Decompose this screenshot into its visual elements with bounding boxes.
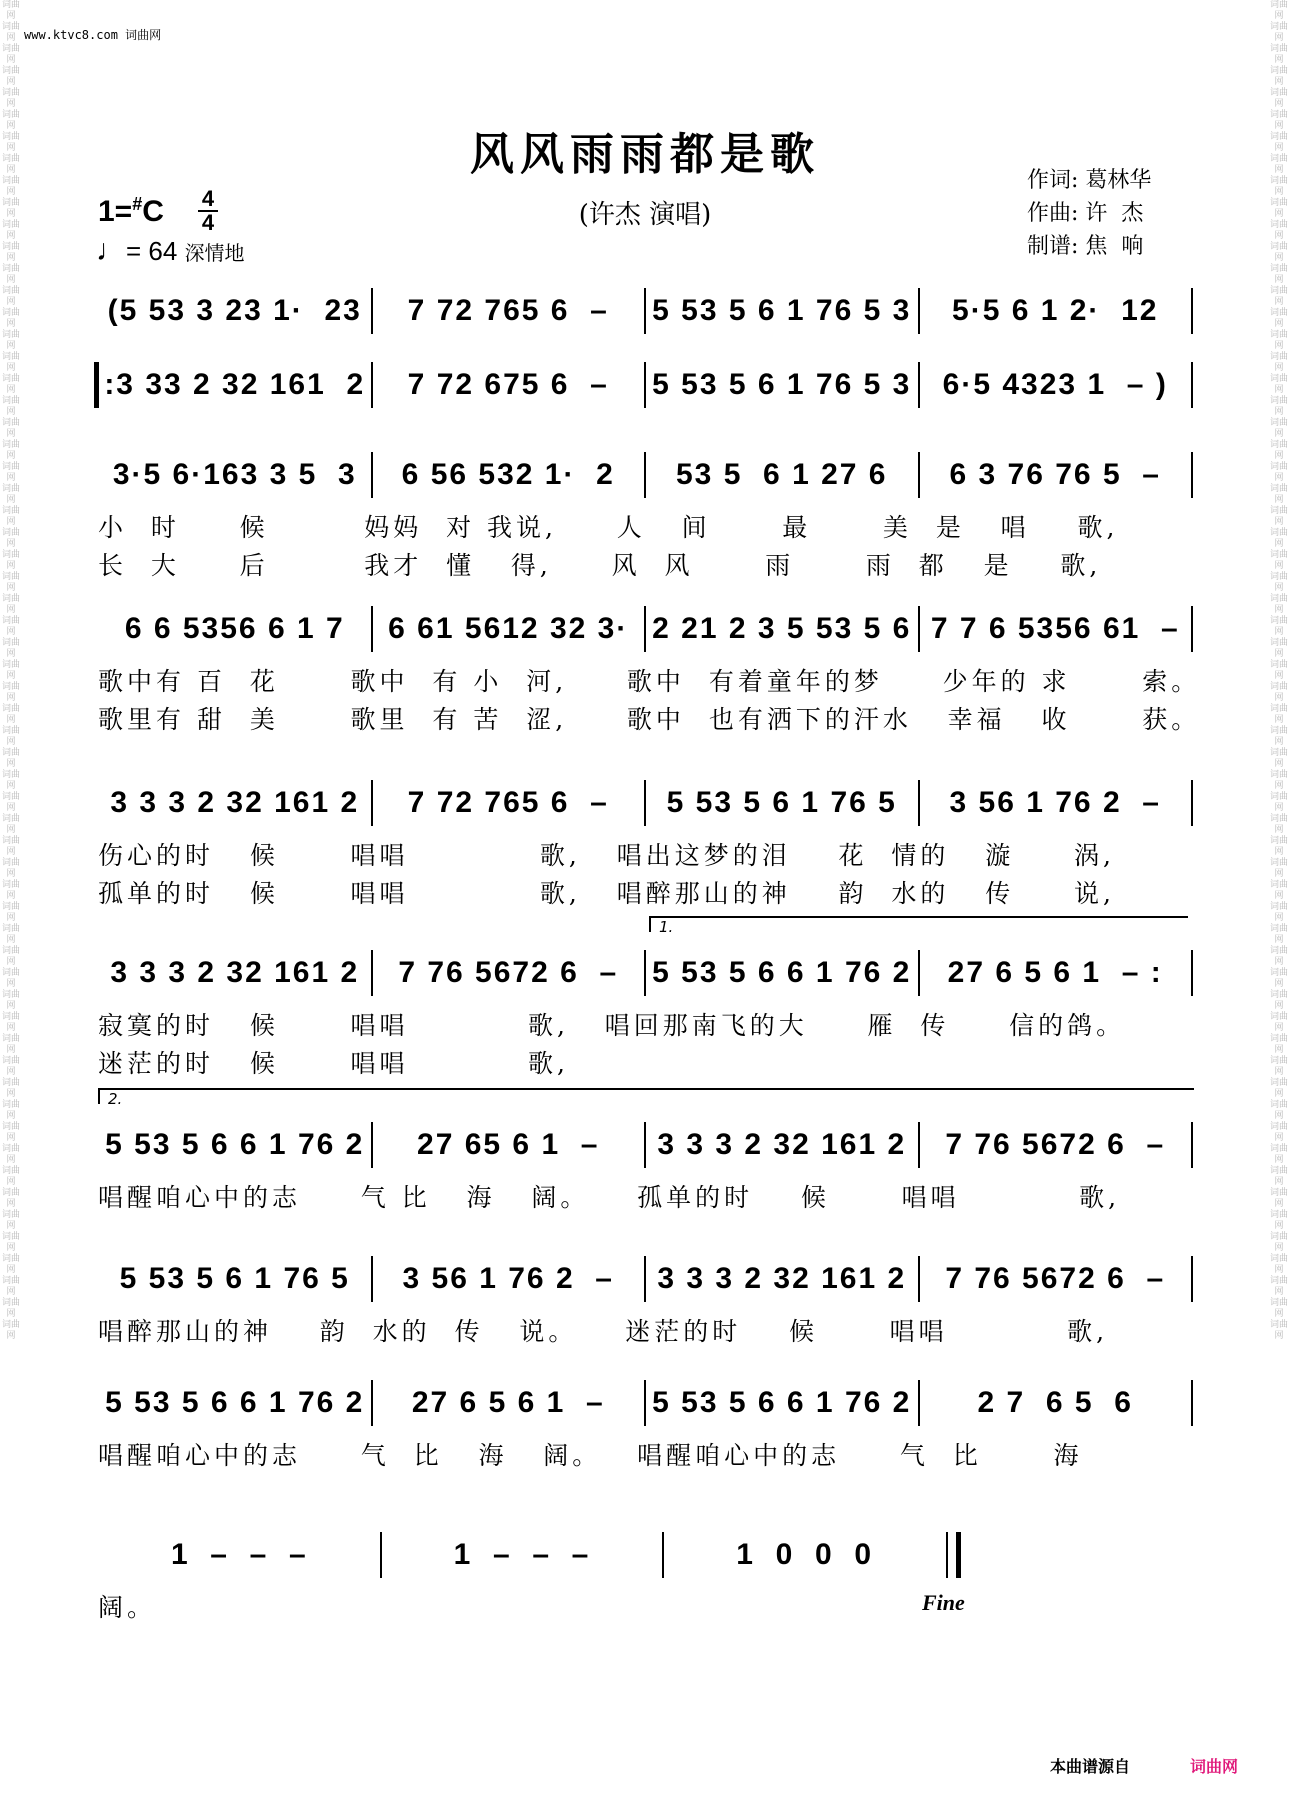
barline <box>918 1256 920 1302</box>
lyrics-line <box>98 662 1201 696</box>
measure: 5 53 5 6 1 76 5 3 <box>652 368 912 401</box>
measure: 27 6 5 6 1 – <box>411 1386 605 1419</box>
measure: 5 53 5 6 1 76 5 <box>666 786 897 819</box>
barline <box>644 1380 646 1426</box>
measure: 6 61 5612 32 3· <box>388 612 629 645</box>
measure: 7 7 6 5356 61 – <box>930 612 1180 645</box>
tempo-marking <box>96 234 245 268</box>
expression-mark: 深情地 <box>184 243 245 265</box>
time-top: 4 <box>201 186 215 211</box>
measure: 3 3 3 2 32 161 2 <box>110 956 360 989</box>
staff-row <box>98 918 1192 996</box>
song-title: 风风雨雨都是歌 <box>470 129 820 180</box>
barline <box>371 1256 373 1302</box>
measure: 7 76 5672 6 – <box>398 956 619 989</box>
lyrics-text: 寂寞的时 候 唱唱 歌, 唱回那南飞的大 雁 传 信的鸽。 <box>98 1011 1126 1040</box>
composer-credit: 作曲: 许 杰 <box>1027 201 1144 226</box>
barline <box>371 780 373 826</box>
lyrics-line <box>98 1044 1192 1078</box>
staff-row <box>98 606 1192 652</box>
volta-number: 1. <box>659 918 674 936</box>
barline <box>380 1532 382 1578</box>
lyrics-line <box>98 1006 1192 1040</box>
barline <box>644 950 646 996</box>
volta-bracket <box>98 1088 1194 1108</box>
lyrics-line <box>98 874 1192 908</box>
key-note: C <box>142 195 164 228</box>
measure: 3 3 3 2 32 161 2 <box>657 1128 907 1161</box>
barline <box>918 288 920 334</box>
measure: 3 56 1 76 2 – <box>402 1262 614 1295</box>
barline <box>371 362 373 408</box>
barline <box>644 288 646 334</box>
barline <box>918 950 920 996</box>
measure: 1 – – – <box>170 1538 308 1571</box>
key-signature <box>98 194 164 229</box>
barline <box>918 606 920 652</box>
barline <box>1191 1256 1193 1302</box>
arranger-credit: 制谱: 焦 响 <box>1027 234 1144 259</box>
site-url: www.ktvc8.com 词曲网 <box>24 28 162 42</box>
measure: 5 53 5 6 6 1 76 2 <box>652 956 912 989</box>
right-watermark-strip: 词曲网 词曲网 词曲网 词曲网 词曲网 词曲网 词曲网 词曲网 词曲网 词曲网 词曲网 词曲网 词曲网 词曲网 词曲网 词曲网 词曲网 词曲网 词曲网 词曲网 词曲网 词曲网 词曲网 词曲网 词曲网 词曲网 词曲网 词曲网 词曲网 词曲网 词曲网 词曲网 词曲网 词曲网 词曲网 词曲网 词曲网 词曲网 词曲网 词曲网 词曲网 词曲网 词曲网 词曲网 词曲网 词曲网 词曲网 词曲网 词曲网 词曲网 词曲网 词曲网 词曲网 词曲网 词曲网 词曲网 词曲网 词曲网 词曲网 词曲网 词曲网 <box>1270 0 1288 1341</box>
lyrics-text: 唱醒咱心中的志 气 比 海 阔。 孤单的时 候 唱唱 歌, <box>98 1183 1121 1212</box>
barline <box>918 362 920 408</box>
barline <box>644 452 646 498</box>
final-barline <box>946 1532 961 1578</box>
fine-mark: Fine <box>922 1590 965 1615</box>
lyrics-line <box>98 546 1192 580</box>
barline <box>1191 1122 1193 1168</box>
barline <box>371 950 373 996</box>
footer <box>1050 1754 1238 1777</box>
staff-row <box>98 362 1192 408</box>
measure: 5 53 5 6 6 1 76 2 <box>652 1386 912 1419</box>
measure: 27 6 5 6 1 – : <box>947 956 1163 989</box>
barline <box>918 1122 920 1168</box>
barline <box>1191 950 1193 996</box>
barline <box>371 1122 373 1168</box>
lyrics-text: 伤心的时 候 唱唱 歌, 唱出这梦的泪 花 情的 漩 涡, <box>98 841 1115 870</box>
measure: 1 – – – <box>453 1538 591 1571</box>
barline <box>1191 288 1193 334</box>
footer-brand: 词曲网 <box>1190 1757 1239 1776</box>
staff-row <box>98 1090 1192 1168</box>
lyrics-line <box>98 1312 1192 1346</box>
measure: 3 56 1 76 2 – <box>949 786 1161 819</box>
staff-row <box>98 1532 1192 1578</box>
measure: 6 3 76 76 5 – <box>949 458 1161 491</box>
barline <box>371 1380 373 1426</box>
measure: (5 53 3 23 1· 23 <box>107 294 362 327</box>
measure: 27 65 6 1 – <box>417 1128 600 1161</box>
sharp-sign: # <box>132 194 143 214</box>
key-prefix: 1= <box>98 195 133 228</box>
barline <box>644 1256 646 1302</box>
barline <box>918 1380 920 1426</box>
lyrics-text: 歌里有 甜 美 歌里 有 苦 涩, 歌中 也有洒下的汗水 幸福 收 获。 <box>98 705 1201 734</box>
measure: 3 3 3 2 32 161 2 <box>657 1262 907 1295</box>
barline <box>1191 606 1193 652</box>
repeat-start-barline <box>94 362 99 408</box>
lyrics-line <box>98 1178 1192 1212</box>
barline <box>918 780 920 826</box>
measure: 6 6 5356 6 1 7 <box>124 612 345 645</box>
tempo-value: = 64 <box>126 236 178 266</box>
barline <box>644 606 646 652</box>
barline <box>644 1122 646 1168</box>
barline <box>918 452 920 498</box>
lyricist-credit: 作词: 葛林华 <box>1027 168 1152 193</box>
measure: 2 21 2 3 5 53 5 6 <box>652 612 912 645</box>
time-bottom: 4 <box>201 210 215 235</box>
barline <box>644 362 646 408</box>
volta-number: 2. <box>108 1090 123 1108</box>
barline <box>644 780 646 826</box>
lyrics-text: 迷茫的时 候 唱唱 歌, <box>98 1049 569 1078</box>
barline <box>371 288 373 334</box>
barline <box>371 452 373 498</box>
volta-bracket <box>649 916 1188 936</box>
left-watermark-strip: 词曲网 词曲网 词曲网 词曲网 词曲网 词曲网 词曲网 词曲网 词曲网 词曲网 词曲网 词曲网 词曲网 词曲网 词曲网 词曲网 词曲网 词曲网 词曲网 词曲网 词曲网 词曲网 词曲网 词曲网 词曲网 词曲网 词曲网 词曲网 词曲网 词曲网 词曲网 词曲网 词曲网 词曲网 词曲网 词曲网 词曲网 词曲网 词曲网 词曲网 词曲网 词曲网 词曲网 词曲网 词曲网 词曲网 词曲网 词曲网 词曲网 词曲网 词曲网 词曲网 词曲网 词曲网 词曲网 词曲网 词曲网 词曲网 词曲网 词曲网 词曲网 <box>2 0 20 1341</box>
staff-row <box>98 1256 1192 1302</box>
measure: 7 72 765 6 – <box>407 294 609 327</box>
barline <box>371 606 373 652</box>
measure: 5 53 5 6 6 1 76 2 <box>105 1128 365 1161</box>
measure: 7 76 5672 6 – <box>945 1262 1166 1295</box>
measure: 6·5 4323 1 – ) <box>942 368 1168 401</box>
staff-row <box>98 780 1192 826</box>
barline <box>1191 780 1193 826</box>
footer-source: 本曲谱源自 <box>1050 1757 1131 1776</box>
measure: 2 7 6 5 6 <box>977 1386 1133 1419</box>
time-signature <box>198 188 218 234</box>
staff-row <box>98 1380 1192 1426</box>
lyrics-text: 孤单的时 候 唱唱 歌, 唱醉那山的神 韵 水的 传 说, <box>98 879 1115 908</box>
performer-subtitle: (许杰 演唱) <box>578 200 712 230</box>
measure: 7 76 5672 6 – <box>945 1128 1166 1161</box>
measure: 7 72 765 6 – <box>407 786 609 819</box>
lyrics-text: 阔。 <box>98 1593 157 1622</box>
measure: 3·5 6·163 3 5 3 <box>112 458 357 491</box>
barline <box>662 1532 664 1578</box>
staff-row <box>98 452 1192 498</box>
measure: 5 53 5 6 1 76 5 <box>119 1262 350 1295</box>
barline <box>1191 452 1193 498</box>
measure: 5 53 5 6 1 76 5 3 <box>652 294 912 327</box>
measure: 5·5 6 1 2· 12 <box>952 294 1159 327</box>
lyrics-line <box>98 508 1192 542</box>
barline <box>1191 1380 1193 1426</box>
measure: 6 56 532 1· 2 <box>401 458 615 491</box>
lyrics-line <box>98 836 1192 870</box>
credits <box>1027 164 1151 263</box>
measure: :3 33 2 32 161 2 <box>104 368 366 401</box>
lyrics-text: 唱醒咱心中的志 气 比 海 阔。 唱醒咱心中的志 气 比 海 <box>98 1441 1083 1470</box>
measure: 1 0 0 0 <box>736 1538 874 1571</box>
lyrics-text: 唱醉那山的神 韵 水的 传 说。 迷茫的时 候 唱唱 歌, <box>98 1317 1109 1346</box>
staff-row <box>98 288 1192 334</box>
lyrics-line <box>98 1588 1192 1622</box>
lyrics-text: 长 大 后 我才 懂 得, 风 风 雨 雨 都 是 歌, <box>98 551 1102 580</box>
barline <box>1191 362 1193 408</box>
measure: 3 3 3 2 32 161 2 <box>110 786 360 819</box>
lyrics-line <box>98 1436 1192 1470</box>
lyrics-text: 歌中有 百 花 歌中 有 小 河, 歌中 有着童年的梦 少年的 求 索。 <box>98 667 1201 696</box>
measure: 7 72 675 6 – <box>407 368 609 401</box>
lyrics-text: 小 时 候 妈妈 对 我说, 人 间 最 美 是 唱 歌, <box>98 513 1119 542</box>
quarter-note-icon: ♩ <box>96 234 126 267</box>
measure: 53 5 6 1 27 6 <box>676 458 888 491</box>
measure: 5 53 5 6 6 1 76 2 <box>105 1386 365 1419</box>
lyrics-line <box>98 700 1201 734</box>
